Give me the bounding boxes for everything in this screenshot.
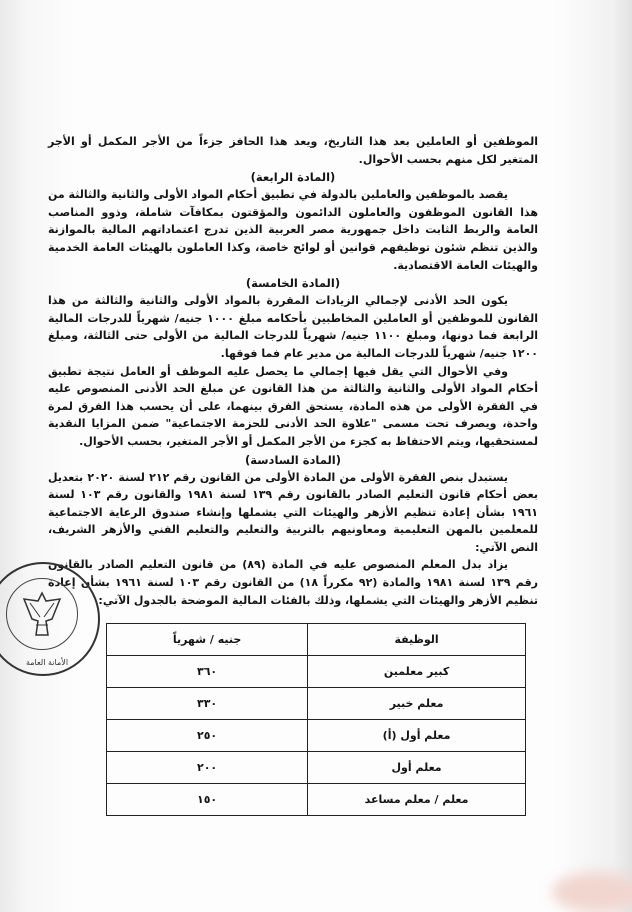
eagle-emblem-icon <box>6 578 78 650</box>
table-row <box>107 688 526 720</box>
article-5-text: يكون الحد الأدنى لإجمالي الزيادات المقررة بالمواد الأولى والثانية والثالثة من هذا القانون للموظفين أو العاملين المخاطبين بأحكامه مبلغ ١٠٠٠ جنيه/ شهرياً للدرجات المالية الرابعة فما دونها، ومبلغ ١١٠٠ جنيه/ شهرياً للدرجات المالية من الأولى حتى الثالثة، ومبلغ ١٢٠٠ جنيه/ شهرياً للدرجات المالية من مدير عام فما فوقها. <box>48 294 538 360</box>
amount-cell: ٢٥٠ <box>107 720 308 752</box>
job-cell: معلم أول (أ) <box>308 720 526 752</box>
amount-cell: ١٥٠ <box>107 784 308 816</box>
job-cell: معلم / معلم مساعد <box>308 784 526 816</box>
stamp-text: الأمانة العامة <box>25 658 69 667</box>
article-5-heading: (المادة الخامسة) <box>245 276 341 291</box>
table-row <box>107 656 526 688</box>
table-row <box>107 784 526 816</box>
photo-artifact <box>552 872 632 912</box>
article-5-text-2: وفي الأحوال التي يقل فيها إجمالي ما يحصل عليه الموظف أو العامل نتيجة تطبيق أحكام المواد الأولى والثانية والثالثة من هذا القانون عن مبلغ الحد الأدنى المنصوص عليه في الفقرة الأولى من هذه المادة، يستحق الفرق بينهما، على أن يحسب هذا الفرق لمرة واحدة، ويصرف تحت مسمى "علاوة الحد الأدنى للحزمة الاجتماعية" ضمن المزايا النقدية لمستحقيها، ويتم الاحتفاظ به كجزء من الأجر المكمل أو الأجر المتغير، بحسب الأحوال. <box>48 364 538 448</box>
amount-cell: ٣٦٠ <box>107 656 308 688</box>
article-4-heading: (المادة الرابعة) <box>250 170 336 185</box>
table-row <box>107 752 526 784</box>
article-6-heading: (المادة السادسة) <box>245 452 341 467</box>
allowance-table <box>106 623 526 816</box>
table-header-row <box>107 624 526 656</box>
header-amount: جنيه / شهرياً <box>107 624 308 656</box>
paragraph-continuation: الموظفين أو العاملين بعد هذا التاريخ، ويعد هذا الحافز جزءاً من الأجر المكمل أو الأجر المتغير لكل منهم بحسب الأحوال. <box>48 135 538 166</box>
article-6-text: يستبدل بنص الفقرة الأولى من المادة الأولى من القانون رقم ٢١٢ لسنة ٢٠٢٠ بتعديل بعض أحكام قانون التعليم الصادر بالقانون رقم ١٣٩ لسنة ١٩٨١ والقانون رقم ١٠٣ لسنة ١٩٦١ بشأن إعادة تنظيم الأزهر والهيئات التي يشملها وإنشاء صندوق الرعاية الاجتماعية للمعلمين بالمهن التعليمية ومعاونيهم بالتربية والتعليم والتعليم الفني والأزهر الشريف، النص الآتي: <box>48 470 538 554</box>
article-6-text-2: يزاد بدل المعلم المنصوص عليه في المادة (٨٩) من قانون التعليم الصادر بالقانون رقم ١٣٩ لسنة ١٩٨١ والمادة (٩٢ مكرراً ١٨) من القانون رقم ١٠٣ لسنة ١٩٦١ بشأن إعادة تنظيم الأزهر والهيئات التي يشملها، وذلك بالفئات المالية الموضحة بالجدول الآتي: <box>48 558 538 607</box>
header-job: الوظيفة <box>308 624 526 656</box>
job-cell: كبير معلمين <box>308 656 526 688</box>
article-4-text: يقصد بالموظفين والعاملين بالدولة في تطبيق أحكام المواد الأولى والثانية والثالثة من هذا القانون الموظفون والعاملون الدائمون والمؤقتون بمكافآت شاملة، وذوو المناصب العامة والربط الثابت داخل جمهورية مصر العربية الذين تدرج اعتماداتهم المالية بالموازنة والذين تنظم شئون توظيفهم قوانين أو لوائح خاصة، وكذا العاملون بالهيئات العامة الخدمية والهيئات العامة الاقتصادية. <box>48 188 538 272</box>
document-body <box>48 133 538 816</box>
job-cell: معلم أول <box>308 752 526 784</box>
amount-cell: ٢٠٠ <box>107 752 308 784</box>
table-row <box>107 720 526 752</box>
job-cell: معلم خبير <box>308 688 526 720</box>
amount-cell: ٣٣٠ <box>107 688 308 720</box>
